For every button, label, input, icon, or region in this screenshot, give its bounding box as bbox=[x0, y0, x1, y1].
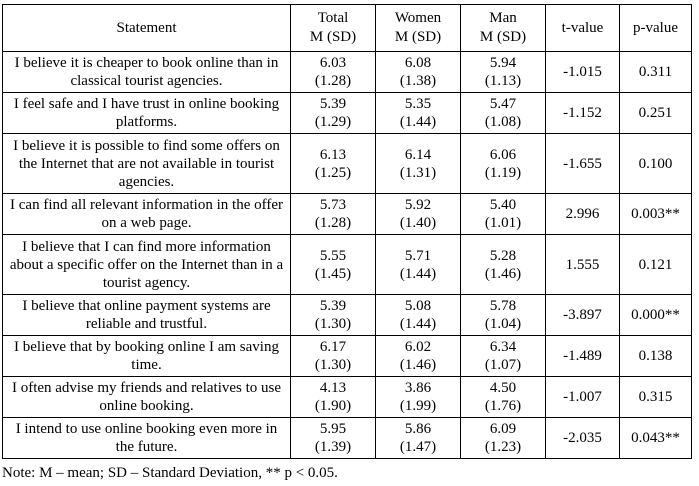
statement-cell: I believe that I can find more information about a specific offer on the Internet than in a tourist agency. bbox=[3, 235, 291, 295]
women-mean: 5.35 bbox=[404, 96, 432, 112]
header-row bbox=[3, 5, 692, 52]
women-cell bbox=[376, 93, 461, 134]
header-man-sub: M (SD) bbox=[479, 29, 527, 45]
women-mean: 5.86 bbox=[404, 421, 432, 437]
women-sd: (1.40) bbox=[399, 215, 437, 231]
header-women-label: Women bbox=[394, 10, 442, 26]
total-cell bbox=[291, 418, 376, 459]
women-sd: (1.38) bbox=[399, 73, 437, 89]
total-mean: 5.55 bbox=[319, 247, 347, 264]
p-value-cell: 0.121 bbox=[620, 235, 692, 295]
total-mean: 6.13 bbox=[319, 146, 347, 163]
table-row bbox=[3, 93, 692, 134]
p-value-cell: 0.315 bbox=[620, 377, 692, 418]
total-sd: (1.30) bbox=[314, 357, 352, 373]
man-cell bbox=[461, 295, 546, 336]
table-row bbox=[3, 134, 692, 194]
total-mean: 5.39 bbox=[319, 96, 347, 112]
p-value-cell: 0.138 bbox=[620, 336, 692, 377]
total-cell bbox=[291, 295, 376, 336]
p-value-cell: 0.311 bbox=[620, 52, 692, 93]
p-value-cell: 0.003** bbox=[620, 194, 692, 235]
women-cell bbox=[376, 52, 461, 93]
man-cell bbox=[461, 418, 546, 459]
women-sd: (1.44) bbox=[399, 114, 437, 130]
p-value-cell: 0.043** bbox=[620, 418, 692, 459]
man-mean: 5.94 bbox=[489, 55, 517, 71]
man-cell bbox=[461, 134, 546, 194]
man-sd: (1.01) bbox=[484, 215, 522, 231]
total-mean: 4.13 bbox=[319, 380, 347, 396]
total-sd: (1.28) bbox=[314, 73, 352, 89]
women-mean: 6.02 bbox=[404, 339, 432, 355]
women-sd: (1.46) bbox=[399, 357, 437, 373]
header-man-label: Man bbox=[489, 10, 517, 26]
man-sd: (1.19) bbox=[484, 164, 522, 181]
women-sd: (1.44) bbox=[399, 316, 437, 332]
statement-cell: I believe it is cheaper to book online than in classical tourist agencies. bbox=[3, 52, 291, 93]
total-sd: (1.39) bbox=[314, 439, 352, 455]
man-mean: 5.28 bbox=[489, 247, 517, 264]
man-sd: (1.04) bbox=[484, 316, 522, 332]
man-cell bbox=[461, 52, 546, 93]
table-row bbox=[3, 377, 692, 418]
total-mean: 6.03 bbox=[319, 55, 347, 71]
man-sd: (1.13) bbox=[484, 73, 522, 89]
total-cell bbox=[291, 52, 376, 93]
man-sd: (1.23) bbox=[484, 439, 522, 455]
man-mean: 6.06 bbox=[489, 146, 517, 163]
statement-cell: I often advise my friends and relatives to use online booking. bbox=[3, 377, 291, 418]
t-value-cell: -3.897 bbox=[546, 295, 620, 336]
women-sd: (1.99) bbox=[399, 398, 437, 414]
total-mean: 5.95 bbox=[319, 421, 347, 437]
header-total-label: Total bbox=[317, 10, 349, 26]
header-total-sub: M (SD) bbox=[309, 29, 357, 45]
header-man bbox=[461, 5, 546, 52]
t-value-cell: 2.996 bbox=[546, 194, 620, 235]
header-p-value: p-value bbox=[620, 5, 692, 52]
total-cell bbox=[291, 194, 376, 235]
table-body bbox=[3, 52, 692, 459]
table-row bbox=[3, 194, 692, 235]
man-sd: (1.46) bbox=[484, 265, 522, 282]
man-mean: 6.09 bbox=[489, 421, 517, 437]
statement-cell: I feel safe and I have trust in online booking platforms. bbox=[3, 93, 291, 134]
total-sd: (1.25) bbox=[314, 164, 352, 181]
t-value-cell: -1.015 bbox=[546, 52, 620, 93]
t-value-cell: -1.655 bbox=[546, 134, 620, 194]
man-cell bbox=[461, 377, 546, 418]
t-value-cell: -2.035 bbox=[546, 418, 620, 459]
total-cell bbox=[291, 336, 376, 377]
statement-cell: I believe it is possible to find some offers on the Internet that are not available in tourist agencies. bbox=[3, 134, 291, 194]
women-mean: 5.92 bbox=[404, 197, 432, 213]
man-mean: 4.50 bbox=[489, 380, 517, 396]
header-statement: Statement bbox=[3, 5, 291, 52]
p-value-cell: 0.000** bbox=[620, 295, 692, 336]
man-sd: (1.07) bbox=[484, 357, 522, 373]
total-cell bbox=[291, 93, 376, 134]
header-women-sub: M (SD) bbox=[394, 29, 442, 45]
women-cell bbox=[376, 194, 461, 235]
table-row bbox=[3, 295, 692, 336]
results-table bbox=[2, 4, 692, 459]
t-value-cell: 1.555 bbox=[546, 235, 620, 295]
t-value-cell: -1.152 bbox=[546, 93, 620, 134]
women-sd: (1.47) bbox=[399, 439, 437, 455]
table-note: Note: M – mean; SD – Standard Deviation, ** p < 0.05. bbox=[2, 465, 338, 481]
man-mean: 5.78 bbox=[489, 298, 517, 314]
total-sd: (1.29) bbox=[314, 114, 352, 130]
man-mean: 5.40 bbox=[489, 197, 517, 213]
header-total bbox=[291, 5, 376, 52]
statement-cell: I believe that online payment systems are reliable and trustful. bbox=[3, 295, 291, 336]
women-cell bbox=[376, 235, 461, 295]
total-mean: 5.39 bbox=[319, 298, 347, 314]
table-row bbox=[3, 418, 692, 459]
total-sd: (1.45) bbox=[314, 265, 352, 282]
total-cell bbox=[291, 235, 376, 295]
women-cell bbox=[376, 134, 461, 194]
women-cell bbox=[376, 336, 461, 377]
header-women bbox=[376, 5, 461, 52]
women-mean: 6.08 bbox=[404, 55, 432, 71]
p-value-cell: 0.251 bbox=[620, 93, 692, 134]
total-mean: 5.73 bbox=[319, 197, 347, 213]
man-cell bbox=[461, 194, 546, 235]
man-sd: (1.08) bbox=[484, 114, 522, 130]
t-value-cell: -1.007 bbox=[546, 377, 620, 418]
man-sd: (1.76) bbox=[484, 398, 522, 414]
women-mean: 5.71 bbox=[404, 247, 432, 264]
women-cell bbox=[376, 418, 461, 459]
t-value-cell: -1.489 bbox=[546, 336, 620, 377]
total-cell bbox=[291, 377, 376, 418]
total-sd: (1.30) bbox=[314, 316, 352, 332]
women-cell bbox=[376, 377, 461, 418]
man-mean: 5.47 bbox=[489, 96, 517, 112]
man-cell bbox=[461, 93, 546, 134]
table-row bbox=[3, 336, 692, 377]
statement-cell: I believe that by booking online I am saving time. bbox=[3, 336, 291, 377]
total-mean: 6.17 bbox=[319, 339, 347, 355]
p-value-cell: 0.100 bbox=[620, 134, 692, 194]
total-cell bbox=[291, 134, 376, 194]
statement-cell: I intend to use online booking even more in the future. bbox=[3, 418, 291, 459]
total-sd: (1.28) bbox=[314, 215, 352, 231]
table-row bbox=[3, 235, 692, 295]
women-cell bbox=[376, 295, 461, 336]
statement-cell: I can find all relevant information in the offer on a web page. bbox=[3, 194, 291, 235]
man-mean: 6.34 bbox=[489, 339, 517, 355]
header-t-value: t-value bbox=[546, 5, 620, 52]
table-row bbox=[3, 52, 692, 93]
man-cell bbox=[461, 336, 546, 377]
total-sd: (1.90) bbox=[314, 398, 352, 414]
women-sd: (1.31) bbox=[399, 164, 437, 181]
women-mean: 5.08 bbox=[404, 298, 432, 314]
women-mean: 6.14 bbox=[404, 146, 432, 163]
man-cell bbox=[461, 235, 546, 295]
women-mean: 3.86 bbox=[404, 380, 432, 396]
women-sd: (1.44) bbox=[399, 265, 437, 282]
